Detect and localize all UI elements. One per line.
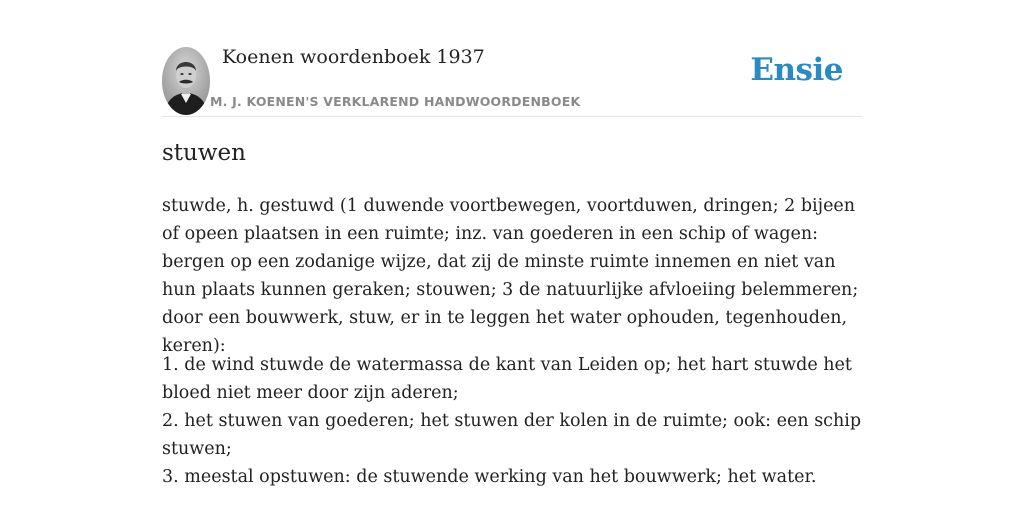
example-item-2: 2. het stuwen van goederen; het stuwen der kolen in de ruimte; ook: een schip stuwen;	[162, 411, 862, 459]
example-item-1: 1. de wind stuwde de watermassa de kant van Leiden op; het hart stuwde het bloed niet meer door zijn aderen;	[162, 355, 852, 403]
ensie-logo-link[interactable]: Ensie	[750, 52, 843, 88]
example-item-3: 3. meestal opstuwen: de stuwende werking van het bouwwerk; het water.	[162, 467, 817, 487]
entry-definition: stuwde, h. gestuwd (1 duwende voortbewegen, voortduwen, dringen; 2 bijeen of opeen plaatsen in een ruimte; inz. van goederen in een schip of wagen: bergen op een zodanige wijze, dat zij de minste ruimte innemen en niet van hun plaats kunnen geraken; stouwen; 3 de natuurlijke afvloeiing belemmeren; door een bouwwerk, stuw, er in te leggen het water ophouden, tegenhouden, keren):	[162, 196, 859, 356]
portrait-image	[162, 47, 210, 115]
dictionary-title[interactable]: Koenen woordenboek 1937	[222, 46, 485, 68]
dictionary-header	[162, 44, 862, 117]
author-portrait-avatar[interactable]	[162, 47, 210, 115]
dictionary-subtitle: M. J. KOENEN'S VERKLAREND HANDWOORDENBOEK	[210, 94, 581, 109]
entry-headword: stuwen	[162, 140, 246, 166]
entry-examples-list	[162, 351, 862, 491]
